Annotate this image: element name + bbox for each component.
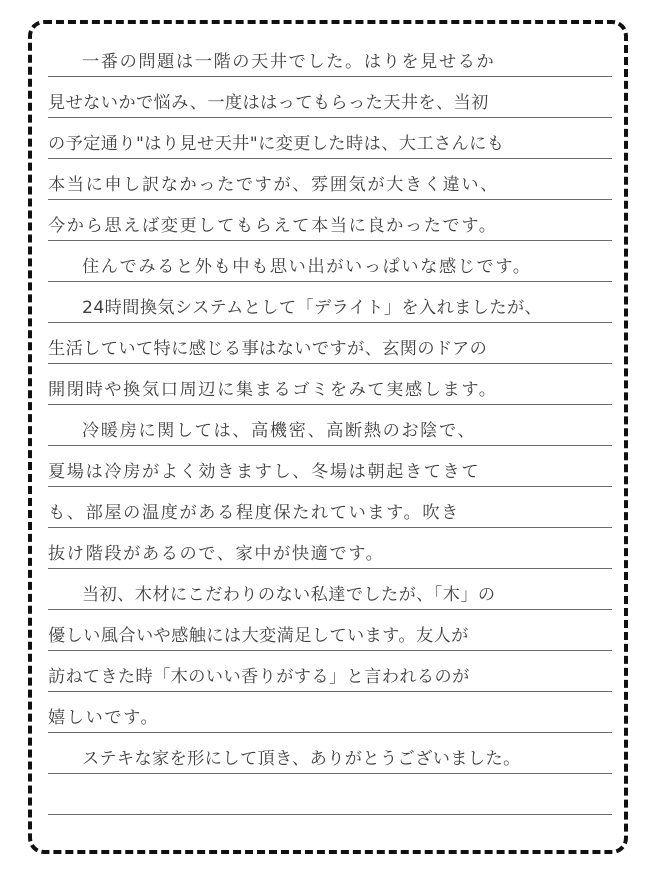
- handwritten-line: ステキな家を形にして頂き、ありがとうございました。: [82, 749, 521, 769]
- handwritten-line: 開閉時や換気口周辺に集まるゴミをみて実感します。: [48, 380, 498, 400]
- handwritten-line: 夏場は冷房がよく効きますし、冬場は朝起きてきて: [48, 462, 481, 482]
- ruled-line: [48, 774, 612, 815]
- ruled-line: [48, 36, 612, 77]
- ruled-line: [48, 282, 612, 323]
- ruled-lines: [48, 36, 612, 838]
- handwritten-line: 冷暖房に関しては、高機密、高断熱のお陰で、: [82, 421, 477, 441]
- ruled-line: [48, 528, 612, 569]
- ruled-line: [48, 651, 612, 692]
- ruled-line: [48, 77, 612, 118]
- ruled-line: [48, 569, 612, 610]
- handwritten-line: 嬉しいです。: [48, 708, 160, 728]
- ruled-line: [48, 364, 612, 405]
- handwritten-line: も、部屋の温度がある程度保たれています。吹き: [48, 503, 460, 523]
- handwritten-line: 本当に申し訳なかったですが、雰囲気が大きく違い、: [48, 175, 499, 195]
- letter-sheet: [28, 20, 628, 854]
- ruled-line: [48, 405, 612, 446]
- ruled-line: [48, 487, 612, 528]
- handwritten-line: 見せないかで悩み、一度ははってもらった天井を、当初: [48, 93, 489, 113]
- handwritten-line: 訪ねてきた時「木のいい香りがする」と言われるのが: [48, 667, 470, 687]
- ruled-line: [48, 692, 612, 733]
- ruled-line: [48, 118, 612, 159]
- ruled-line: [48, 159, 612, 200]
- ruled-line: [48, 241, 612, 282]
- handwritten-line: 住んでみると外も中も思い出がいっぱいな感じです。: [82, 257, 532, 277]
- ruled-line: [48, 815, 612, 854]
- ruled-line: [48, 200, 612, 241]
- handwritten-line: 生活していて特に感じる事はないですが、玄関のドアの: [48, 339, 488, 359]
- ruled-line: [48, 610, 612, 651]
- handwritten-line: 当初、木材にこだわりのない私達でしたが、「木」の: [82, 585, 496, 605]
- handwritten-line: の予定通り"はり見せ天井"に変更した時は、大工さんにも: [48, 134, 505, 154]
- ruled-line: [48, 733, 612, 774]
- ruled-line: [48, 446, 612, 487]
- handwritten-line: 24時間換気システムとして「デライト」を入れましたが、: [82, 298, 543, 318]
- handwritten-line: 一番の問題は一階の天井でした。はりを見せるか: [82, 52, 496, 72]
- handwritten-line: 優しい風合いや感触には大変満足しています。友人が: [48, 626, 469, 646]
- handwritten-line: 抜け階段があるので、家中が快適です。: [48, 544, 385, 564]
- handwritten-line: 今から思えば変更してもらえて本当に良かったです。: [48, 216, 498, 236]
- ruled-line: [48, 323, 612, 364]
